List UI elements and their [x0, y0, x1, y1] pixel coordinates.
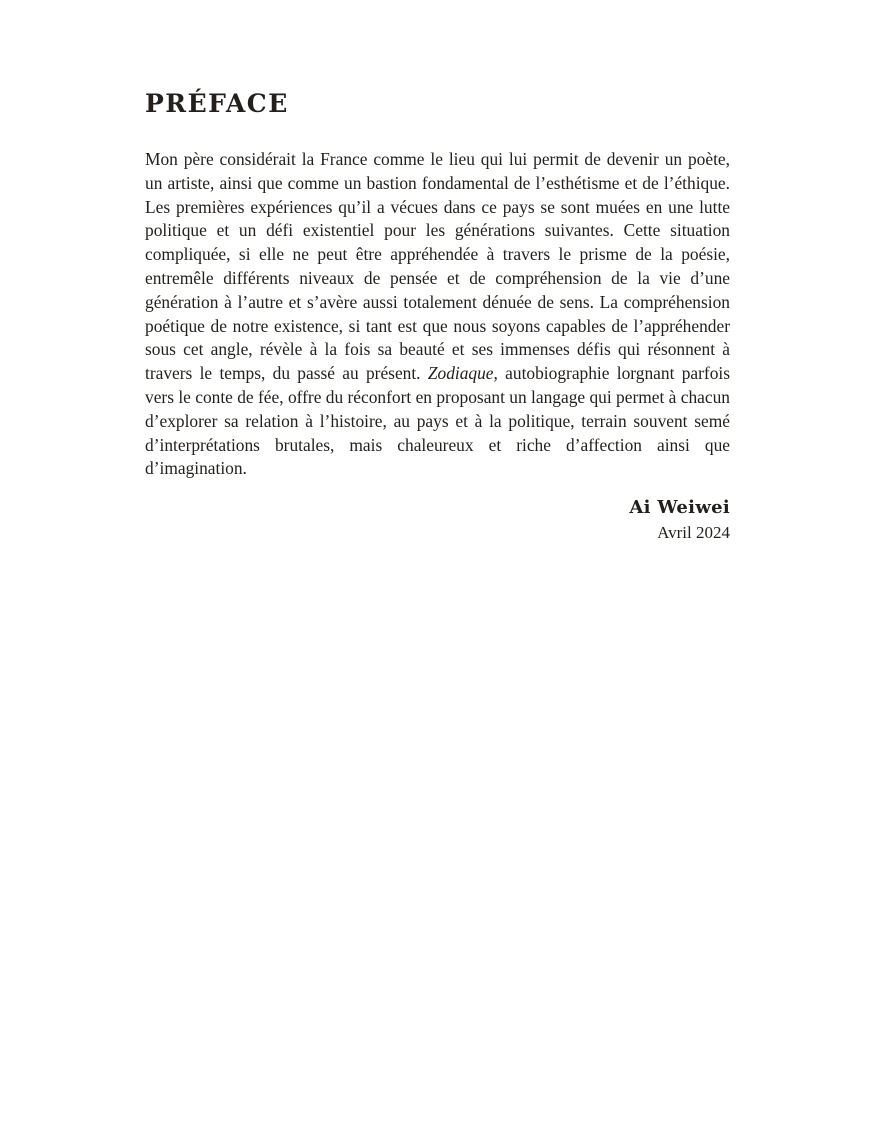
author-name: Ai Weiwei	[629, 497, 730, 519]
paragraph-text-before-italic: Mon père considérait la France comme le lieu qui lui permit de devenir un poète, un artiste, ainsi que comme un bastion fondamental de l’esthétisme et de l’éthique. Les premières expériences qu’il a vécues dans ce pays se sont muées en une lutte politique et un défi existentiel pour les générations suivantes. Cette situation compliquée, si elle ne peut être appréhendée à travers le prisme de la poésie, entremêle différents niveaux de pensée et de compréhension de la vie d’une génération à l’autre et s’avère aussi totalement dénuée de sens. La compréhension poétique de notre existence, si tant est que nous soyons capables de l’appréhender sous cet angle, révèle à la fois sa beauté et ses immenses défis qui résonnent à travers le temps, du passé au présent.	[145, 149, 730, 384]
page-title: PRÉFACE	[145, 89, 289, 118]
preface-paragraph	[145, 148, 730, 481]
paragraph-text-after-italic: , autobiographie lorgnant parfois vers le conte de fée, offre du réconfort en proposant un langage qui permet à chacun d’explorer sa relation à l’histoire, au pays et à la politique, terrain souvent semé d’interprétations brutales, mais chaleureux et riche d’affection ainsi que d’imagination.	[145, 363, 730, 479]
signature-block	[145, 495, 730, 545]
signature-date: Avril 2024	[657, 523, 730, 543]
book-page	[145, 84, 730, 545]
book-title-italic: Zodiaque	[427, 363, 494, 384]
